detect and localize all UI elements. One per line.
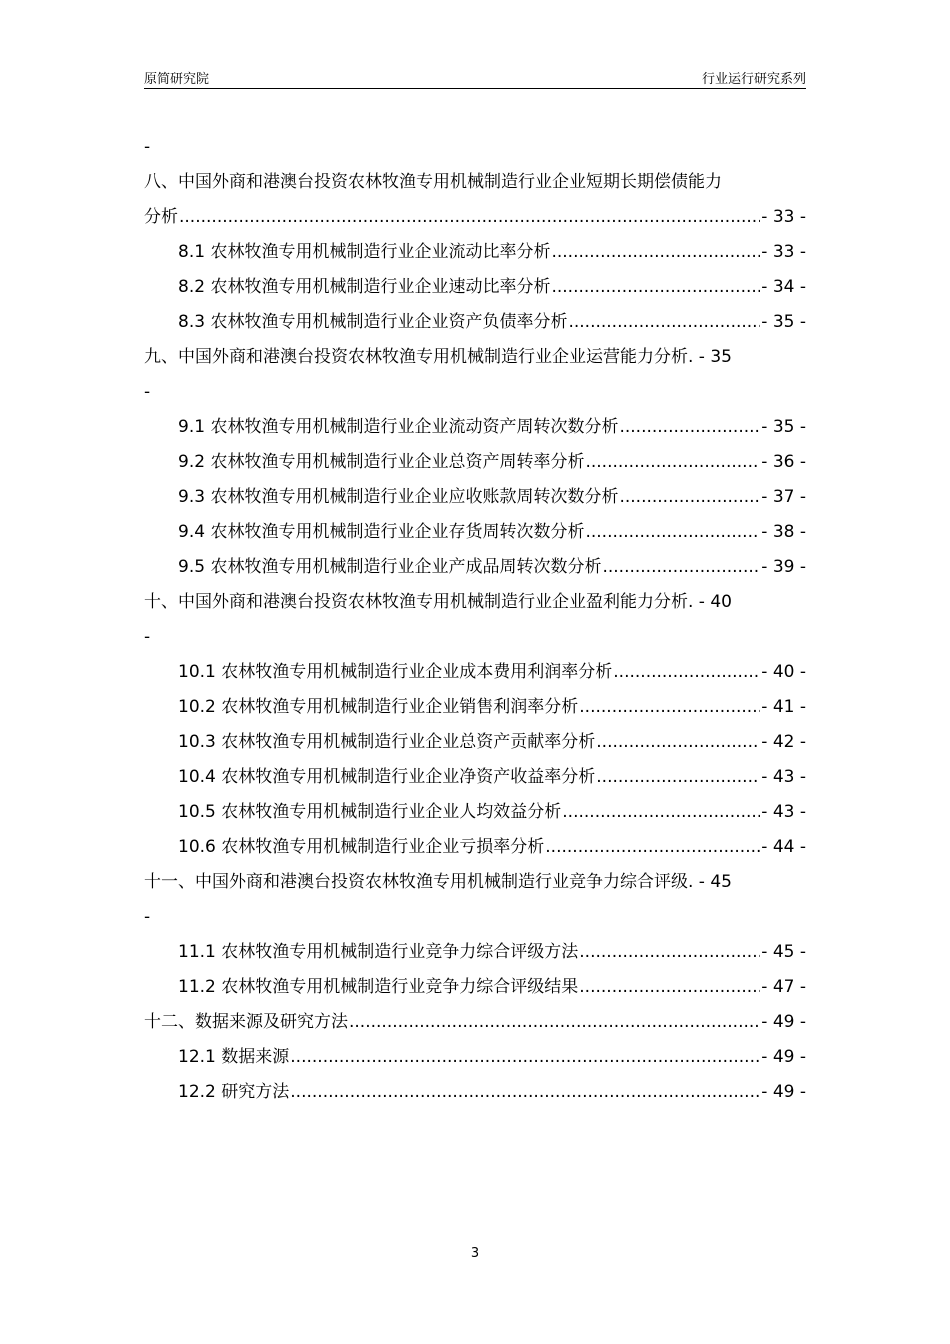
toc-section-8-title-cont: 分析: [144, 207, 178, 227]
toc-leader: [551, 235, 760, 270]
toc-section-11[interactable]: [144, 865, 806, 900]
toc-leader: [290, 1075, 760, 1110]
toc-page: - 35 -: [761, 417, 806, 437]
toc-item-title: 9.3 农林牧渔专用机械制造行业企业应收账款周转次数分析: [178, 487, 619, 507]
toc-page: . - 45: [688, 872, 732, 892]
toc-page: - 34 -: [761, 277, 806, 297]
toc-page: - 43 -: [761, 767, 806, 787]
toc-page: - 43 -: [761, 802, 806, 822]
toc-section-title: 十二、数据来源及研究方法: [144, 1012, 348, 1032]
toc-item[interactable]: [144, 305, 806, 340]
toc-leader: [585, 445, 760, 480]
toc-item[interactable]: [144, 935, 806, 970]
toc-item[interactable]: [144, 550, 806, 585]
toc-continuation: -: [144, 137, 151, 157]
toc-page: - 42 -: [761, 732, 806, 752]
toc-page: - 38 -: [761, 522, 806, 542]
page-number: 3: [470, 1246, 480, 1261]
toc-item-title: 8.1 农林牧渔专用机械制造行业企业流动比率分析: [178, 242, 551, 262]
toc-page: - 37 -: [761, 487, 806, 507]
toc-page: - 33 -: [761, 207, 806, 227]
toc-item-title: 10.6 农林牧渔专用机械制造行业企业亏损率分析: [178, 837, 545, 857]
toc-page: - 47 -: [761, 977, 806, 997]
toc-item[interactable]: [144, 725, 806, 760]
toc-section-12[interactable]: [144, 1005, 806, 1040]
toc-item-title: 10.1 农林牧渔专用机械制造行业企业成本费用利润率分析: [178, 662, 613, 682]
toc-item-title: 8.2 农林牧渔专用机械制造行业企业速动比率分析: [178, 277, 551, 297]
header-publisher: 原简研究院: [144, 72, 210, 87]
toc-page: - 49 -: [761, 1012, 806, 1032]
page-header: [144, 66, 806, 89]
toc-section-8[interactable]: [144, 200, 806, 235]
toc-page: - 39 -: [761, 557, 806, 577]
toc-leader: [585, 515, 760, 550]
toc-page: - 49 -: [761, 1047, 806, 1067]
toc-item[interactable]: [144, 795, 806, 830]
toc-item-title: 10.4 农林牧渔专用机械制造行业企业净资产收益率分析: [178, 767, 596, 787]
toc-leader: [579, 690, 760, 725]
header-series: 行业运行研究系列: [701, 72, 806, 87]
toc-item-title: 9.2 农林牧渔专用机械制造行业企业总资产周转率分析: [178, 452, 585, 472]
toc-item[interactable]: [144, 1040, 806, 1075]
toc-item[interactable]: [144, 445, 806, 480]
toc-page: - 44 -: [761, 837, 806, 857]
toc-item-title: 11.2 农林牧渔专用机械制造行业竞争力综合评级结果: [178, 977, 579, 997]
toc-item-title: 11.1 农林牧渔专用机械制造行业竞争力综合评级方法: [178, 942, 579, 962]
toc-section-title: 九、中国外商和港澳台投资农林牧渔专用机械制造行业企业运营能力分析: [144, 347, 688, 367]
toc-leader: [290, 1040, 760, 1075]
toc-section-title: 十、中国外商和港澳台投资农林牧渔专用机械制造行业企业盈利能力分析: [144, 592, 688, 612]
toc-leader: [179, 200, 760, 235]
toc-leader: [619, 410, 760, 445]
toc-item-title: 12.1 数据来源: [178, 1047, 290, 1067]
toc-item-title: 9.5 农林牧渔专用机械制造行业企业产成品周转次数分析: [178, 557, 602, 577]
toc-item[interactable]: [144, 760, 806, 795]
toc-leader: [562, 795, 760, 830]
toc-item[interactable]: [144, 270, 806, 305]
toc-leader: [619, 480, 760, 515]
toc-section-10[interactable]: [144, 585, 806, 620]
toc-item-title: 8.3 农林牧渔专用机械制造行业企业资产负债率分析: [178, 312, 568, 332]
toc-leader: [596, 760, 760, 795]
toc-leader: [579, 970, 760, 1005]
toc-leader: [596, 725, 760, 760]
toc-item[interactable]: [144, 830, 806, 865]
toc-page: - 41 -: [761, 697, 806, 717]
toc-item-title: 12.2 研究方法: [178, 1082, 290, 1102]
toc-page: - 33 -: [761, 242, 806, 262]
toc-section-9[interactable]: [144, 340, 806, 375]
toc-page: - 45 -: [761, 942, 806, 962]
toc-section-title: 十一、中国外商和港澳台投资农林牧渔专用机械制造行业竞争力综合评级: [144, 872, 688, 892]
toc-leader: [349, 1005, 760, 1040]
toc-leader: [551, 270, 760, 305]
toc-item-title: 10.5 农林牧渔专用机械制造行业企业人均效益分析: [178, 802, 562, 822]
toc-page: . - 40: [688, 592, 732, 612]
toc-page: - 35 -: [761, 312, 806, 332]
toc-item[interactable]: [144, 480, 806, 515]
toc-item[interactable]: [144, 655, 806, 690]
toc-item[interactable]: [144, 410, 806, 445]
toc-item[interactable]: [144, 235, 806, 270]
toc-item[interactable]: [144, 515, 806, 550]
toc-leader: [613, 655, 760, 690]
toc-item-title: 9.1 农林牧渔专用机械制造行业企业流动资产周转次数分析: [178, 417, 619, 437]
toc-item-title: 10.3 农林牧渔专用机械制造行业企业总资产贡献率分析: [178, 732, 596, 752]
toc-item[interactable]: [144, 970, 806, 1005]
toc-leader: [568, 305, 760, 340]
toc-section-8-title[interactable]: 八、中国外商和港澳台投资农林牧渔专用机械制造行业企业短期长期偿债能力: [144, 172, 722, 192]
toc-leader: [579, 935, 760, 970]
toc-page: - 36 -: [761, 452, 806, 472]
toc-leader: [602, 550, 760, 585]
toc-leader: [545, 830, 760, 865]
toc-page: . - 35: [688, 347, 732, 367]
toc-page: - 40 -: [761, 662, 806, 682]
table-of-contents: [144, 130, 806, 1110]
toc-item[interactable]: [144, 690, 806, 725]
toc-item[interactable]: [144, 1075, 806, 1110]
toc-item-title: 9.4 农林牧渔专用机械制造行业企业存货周转次数分析: [178, 522, 585, 542]
toc-continuation: -: [144, 382, 151, 402]
toc-page: - 49 -: [761, 1082, 806, 1102]
toc-continuation: -: [144, 907, 151, 927]
toc-item-title: 10.2 农林牧渔专用机械制造行业企业销售利润率分析: [178, 697, 579, 717]
toc-continuation: -: [144, 627, 151, 647]
